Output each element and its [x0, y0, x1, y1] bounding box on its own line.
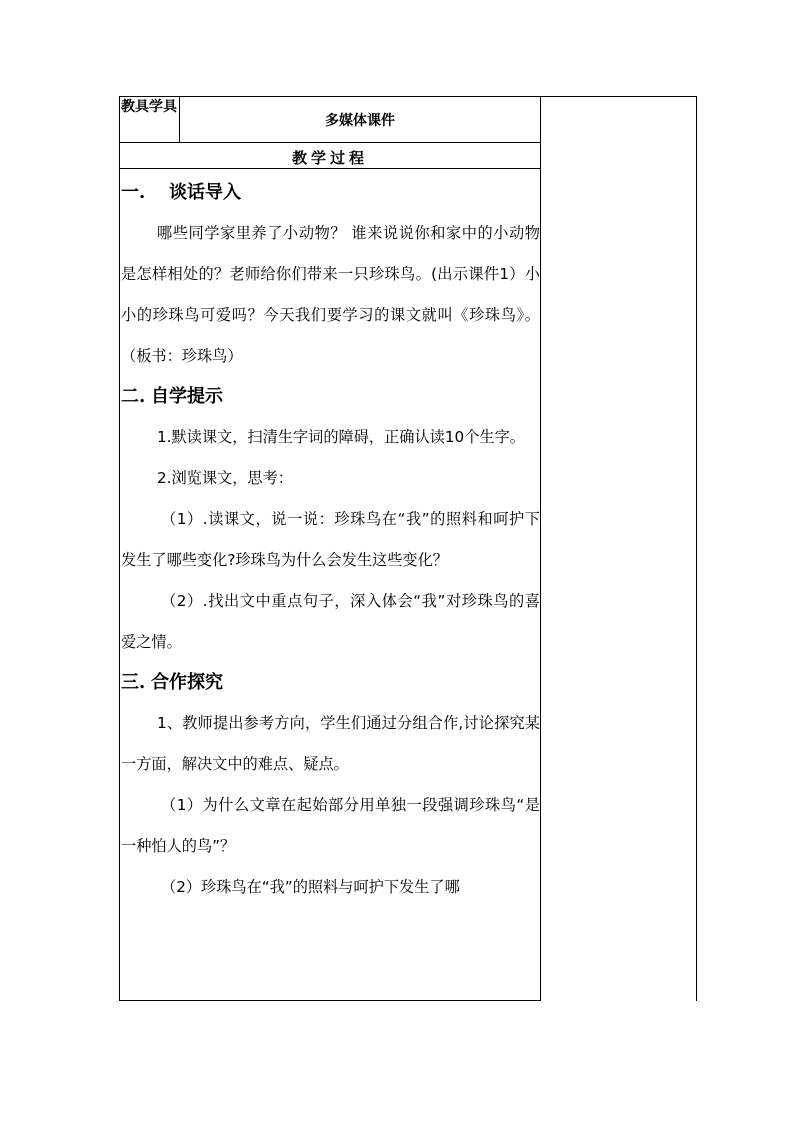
paragraph: （1）.读课文，说一说：珍珠鸟在“我”的照料和呵护下发生了哪些变化?珍珠鸟为什么会发生这些变化？ [121, 510, 540, 569]
row-divider-1 [119, 142, 540, 143]
section-title: 谈话导入 [169, 182, 241, 203]
section-heading-intro [121, 173, 540, 213]
table-inner-right-border [540, 96, 541, 1001]
teaching-aids-value: 多媒体课件 [325, 113, 395, 129]
section-heading-self-study [121, 377, 540, 417]
table-bottom-border [119, 1000, 540, 1001]
paragraph: （2）.找出文中重点句子，深入体会“我”对珍珠鸟的喜爱之情。 [121, 592, 540, 651]
paragraph: （1）为什么文章在起始部分用单独一段强调珍珠鸟“是一种怕人的鸟”？ [121, 796, 540, 855]
paragraph: 1、教师提出参考方向，学生们通过分组合作,讨论探究某一方面，解决文中的难点、疑点。 [121, 714, 540, 773]
section-number: 一. [121, 182, 146, 203]
teaching-process-title: 教学过程 [291, 149, 368, 167]
paragraph: （2）珍珠鸟在“我”的照料与呵护下发生了哪 [161, 878, 460, 896]
section-title: 合作探究 [151, 672, 223, 693]
section-number: 二. [121, 386, 146, 407]
row-divider-2 [119, 168, 540, 169]
section-number: 三. [121, 672, 146, 693]
lesson-content [121, 173, 540, 1000]
teaching-aids-label: 教具学具 [121, 99, 177, 115]
section-heading-cooperation [121, 663, 540, 703]
section-title: 自学提示 [151, 386, 223, 407]
paragraph: 哪些同学家里养了小动物？ 谁来说说你和家中的小动物是怎样相处的？老师给你们带来一只珍珠鸟。(出示课件1）小小的珍珠鸟可爱吗？今天我们要学习的课文就叫《珍珠鸟》。 （板书：珍珠鸟） [121, 224, 540, 365]
table-outer-right-border [696, 96, 697, 1001]
table-left-border [119, 96, 120, 1001]
paragraph: 2.浏览课文，思考： [157, 469, 293, 487]
table-top-border [119, 96, 697, 97]
paragraph: 1.默读课文，扫清生字词的障碍，正确认读10个生字。 [157, 428, 525, 446]
